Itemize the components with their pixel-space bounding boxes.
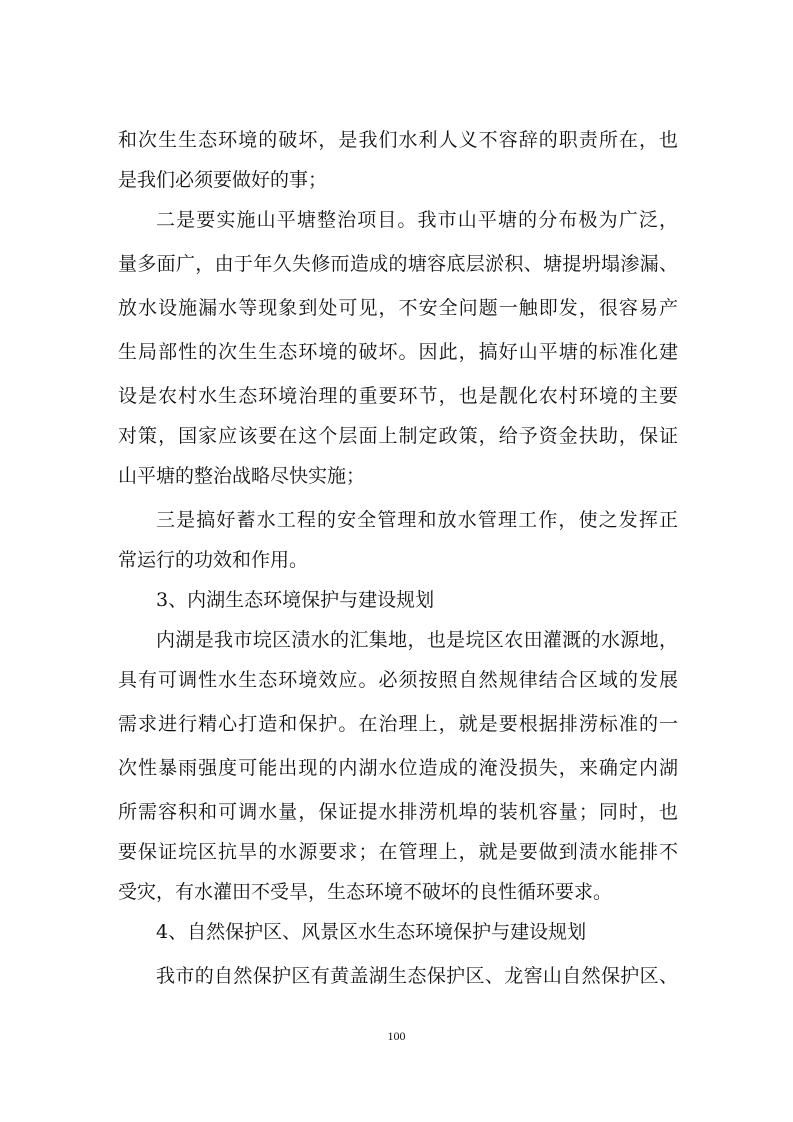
text-line-8: 对策，国家应该要在这个层面上制定政策，给予资金扶助，保证 <box>118 425 678 447</box>
text-line-19: 受灾，有水灌田不受旱，生态环境不破坏的良性循环要求。 <box>118 881 613 903</box>
text-line-2: 是我们必须要做好的事； <box>118 169 328 191</box>
text-line-10: 三是搞好蓄水工程的安全管理和放水管理工作，使之发挥正 <box>156 509 678 531</box>
text-line-17: 所需容积和可调水量，保证提水排涝机埠的装机容量；同时，也 <box>118 801 678 823</box>
page-number: 100 <box>387 1029 406 1043</box>
text-line-7: 设是农村水生态环境治理的重要环节，也是靓化农村环境的主要 <box>118 385 678 407</box>
section-heading-4: 4、自然保护区、风景区水生态环境保护与建设规划 <box>156 921 587 943</box>
text-line-13: 内湖是我市垸区渍水的汇集地，也是垸区农田灌溉的水源地， <box>156 629 678 651</box>
text-line-15: 需求进行精心打造和保护。在治理上，就是要根据排涝标准的一 <box>118 713 678 735</box>
text-line-9: 山平塘的整治战略尽快实施； <box>118 465 366 487</box>
text-line-18: 要保证垸区抗旱的水源要求；在管理上，就是要做到渍水能排不 <box>118 841 678 863</box>
text-line-21: 我市的自然保护区有黄盖湖生态保护区、龙窖山自然保护区、 <box>156 965 678 987</box>
text-line-11: 常运行的功效和作用。 <box>118 549 309 571</box>
text-line-5: 放水设施漏水等现象到处可见，不安全问题一触即发，很容易产 <box>118 297 678 319</box>
text-line-16: 次性暴雨强度可能出现的内湖水位造成的淹没损失，来确定内湖 <box>118 757 678 779</box>
text-line-3: 二是要实施山平塘整治项目。我市山平塘的分布极为广泛， <box>156 209 678 231</box>
text-line-1: 和次生生态环境的破坏，是我们水利人义不容辞的职责所在，也 <box>118 129 678 151</box>
section-heading-3: 3、内湖生态环境保护与建设规划 <box>156 589 435 611</box>
text-line-6: 生局部性的次生生态环境的破坏。因此，搞好山平塘的标准化建 <box>118 341 678 363</box>
text-line-14: 具有可调性水生态环境效应。必须按照自然规律结合区域的发展 <box>118 669 678 691</box>
text-line-4: 量多面广，由于年久失修而造成的塘容底层淤积、塘提坍塌渗漏、 <box>118 253 678 275</box>
